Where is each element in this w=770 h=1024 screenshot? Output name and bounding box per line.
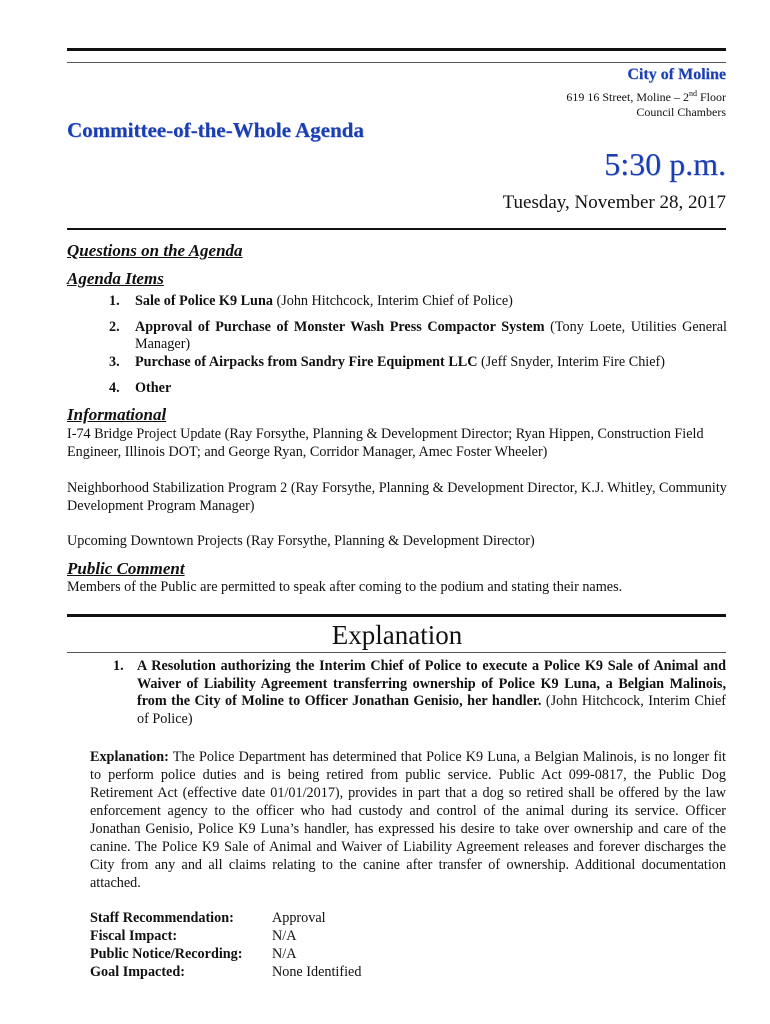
- explanation-rule-thin: [67, 652, 726, 653]
- informational-item: Neighborhood Stabilization Program 2 (Ray Forsythe, Planning & Development Director, K.J. Whitley, Community Development Program Manager): [67, 480, 727, 514]
- detail-label: Public Notice/Recording:: [90, 946, 243, 962]
- address-line1-pre: 619 16 Street, Moline – 2: [566, 90, 689, 104]
- header-rule: [67, 228, 726, 230]
- agenda-item: [109, 319, 727, 353]
- informational-item: I-74 Bridge Project Update (Ray Forsythe, Planning & Development Director; Ryan Hippen, Construction Field Engineer, Illinois DOT; and George Ryan, Corridor Manager, Amec Foster Wheeler): [67, 426, 704, 460]
- section-public-comment: Public Comment: [67, 559, 185, 578]
- agenda-item-title: Other: [135, 380, 172, 396]
- city-name: City of Moline: [627, 66, 726, 83]
- explanation-body: [90, 748, 726, 892]
- agenda-item-presenter: (Jeff Snyder, Interim Fire Chief): [477, 354, 665, 370]
- explanation-title: Explanation: [331, 620, 463, 650]
- agenda-item-number: 1.: [109, 293, 120, 309]
- public-comment-text: Members of the Public are permitted to speak after coming to the podium and stating their names.: [67, 579, 623, 595]
- resolution-item: [113, 658, 726, 728]
- agenda-item-presenter: (John Hitchcock, Interim Chief of Police): [272, 293, 513, 309]
- agenda-item-presenter: (Tony Loete, Utilities General Manager): [135, 319, 727, 352]
- address-line1-post: Floor: [696, 90, 726, 104]
- agenda-item: [109, 293, 727, 310]
- agenda-item-title: Approval of Purchase of Monster Wash Press Compactor System: [135, 319, 545, 335]
- agenda-item-number: 2.: [109, 319, 120, 335]
- detail-value: N/A: [272, 946, 297, 962]
- resolution-presenter: (John Hitchcock, Interim Chief of Police): [137, 693, 726, 727]
- top-rule-thick: [67, 48, 726, 51]
- agenda-item-number: 4.: [109, 380, 120, 396]
- resolution-title: A Resolution authorizing the Interim Chief of Police to execute a Police K9 Sale of Animal and Waiver of Liability Agreement transferring ownership of Police K9 Luna, a Belgian Malinois, from the City of Moline to Officer Jonathan Genisio, her handler.: [137, 658, 726, 709]
- resolution-number: 1.: [113, 658, 124, 674]
- agenda-title: Committee-of-the-Whole Agenda: [67, 118, 364, 142]
- detail-value: None Identified: [272, 964, 362, 980]
- explanation-rule-thick: [67, 614, 726, 617]
- address-line1-sup: nd: [688, 89, 697, 98]
- top-rule-thin: [67, 62, 726, 63]
- agenda-item-number: 3.: [109, 354, 120, 370]
- section-informational: Informational: [67, 405, 167, 424]
- informational-item: Upcoming Downtown Projects (Ray Forsythe, Planning & Development Director): [67, 533, 535, 549]
- meeting-date: Tuesday, November 28, 2017: [502, 192, 726, 213]
- explanation-text: The Police Department has determined that Police K9 Luna, a Belgian Malinois, is no longer fit to perform police duties and is being retired from public service. Public Act 099-0817, the Public Dog Retirement Act (effective date 01/01/2017), provides in part that a dog so retired shall be offered by the law enforcement agency to the officer who had custody and control of the animal during its service. Officer Jonathan Genisio, Police K9 Luna’s handler, has expressed his desire to take over ownership and care of the canine. The Police K9 Sale of Animal and Waiver of Liability Agreement releases and forever discharges the City from any and all claims relating to the canine after transfer of ownership. Additional documentation attached.: [90, 749, 726, 891]
- address-line2: Council Chambers: [636, 105, 726, 119]
- detail-label: Goal Impacted:: [90, 964, 185, 980]
- agenda-item: [109, 380, 727, 397]
- section-questions: Questions on the Agenda: [67, 241, 243, 260]
- detail-label: Fiscal Impact:: [90, 928, 178, 944]
- detail-value: Approval: [272, 910, 326, 926]
- detail-label: Staff Recommendation:: [90, 910, 234, 926]
- agenda-item-title: Sale of Police K9 Luna: [135, 293, 273, 309]
- detail-value: N/A: [272, 928, 297, 944]
- agenda-item-title: Purchase of Airpacks from Sandry Fire Equipment LLC: [135, 354, 478, 370]
- meeting-time: 5:30 p.m.: [604, 146, 726, 182]
- address: [566, 86, 726, 120]
- explanation-label: Explanation:: [90, 749, 169, 765]
- section-agenda-items: Agenda Items: [67, 269, 164, 288]
- agenda-item: [109, 354, 727, 371]
